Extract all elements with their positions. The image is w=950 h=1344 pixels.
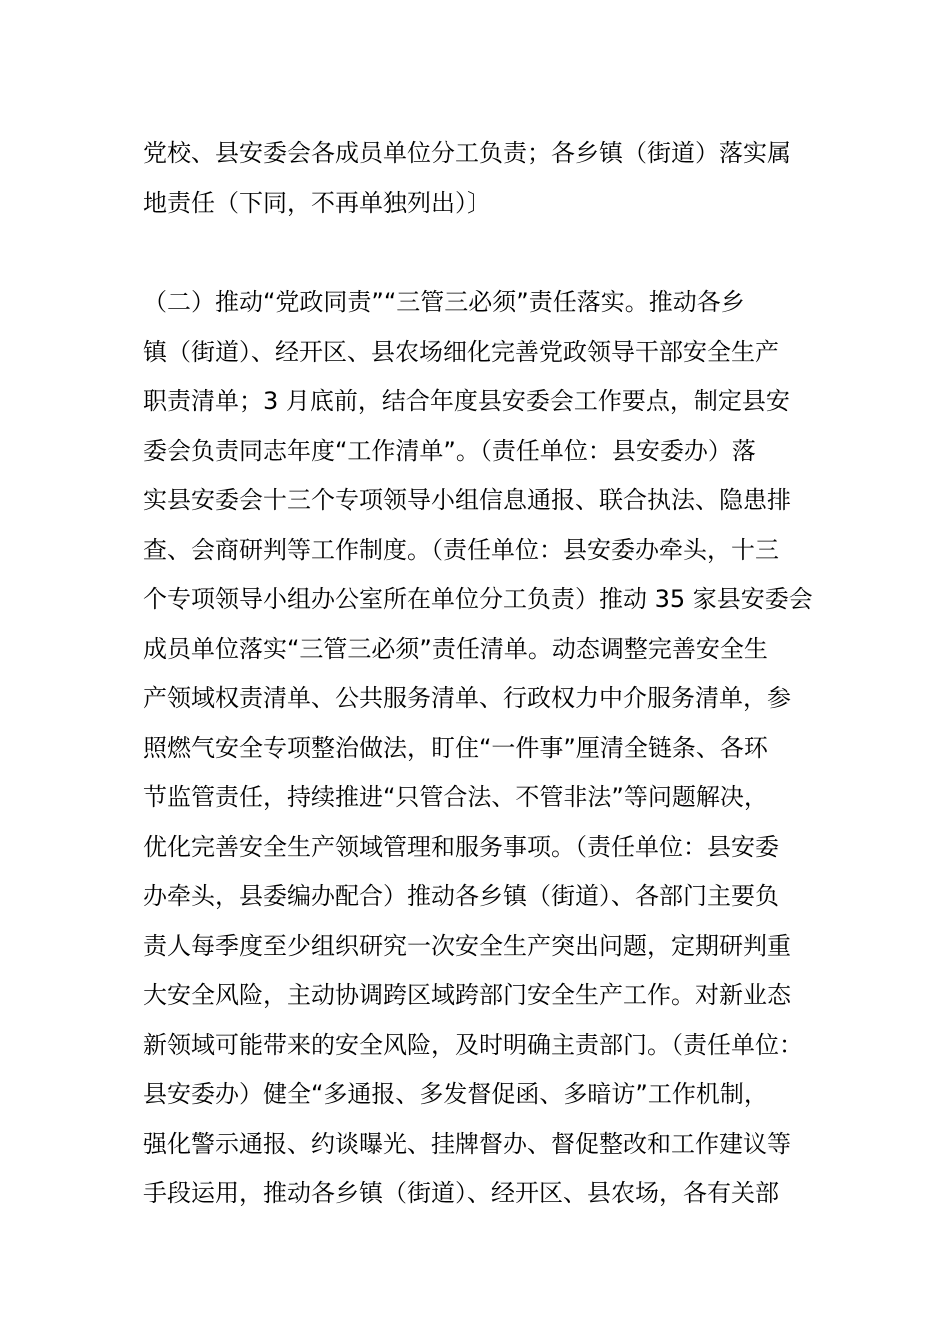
- text-line: 实县安委会十三个专项领导小组信息通报、联合执法、隐患排: [143, 486, 791, 514]
- text-line: 手段运用，推动各乡镇（街道）、经开区、县农场，各有关部: [143, 1179, 779, 1207]
- text-line: 县安委办）健全“多通报、多发督促函、多暗访”工作机制，: [143, 1080, 768, 1108]
- section-heading-line: （二）推动“党政同责”“三管三必须”责任落实。推动各乡: [143, 288, 745, 316]
- text-line: 新领域可能带来的安全风险，及时明确主责部门。（责任单位：: [143, 1031, 803, 1059]
- text-line: 办牵头，县委编办配合）推动各乡镇（街道）、各部门主要负: [143, 882, 779, 910]
- text-line: 职责清单；3 月底前，结合年度县安委会工作要点，制定县安: [143, 387, 790, 415]
- text-line: 党校、县安委会各成员单位分工负责；各乡镇（街道）落实属: [143, 139, 791, 167]
- text-line: 照燃气安全专项整治做法，盯住“一件事”厘清全链条、各环: [143, 734, 768, 762]
- text-line: 地责任（下同，不再单独列出）〕: [143, 189, 491, 217]
- text-line: 委会负责同志年度“工作清单”。（责任单位：县安委办）落: [143, 437, 756, 465]
- text-line: 镇（街道）、经开区、县农场细化完善党政领导干部安全生产: [143, 338, 779, 366]
- text-line: 优化完善安全生产领域管理和服务事项。（责任单位：县安委: [143, 833, 779, 861]
- text-line: 责人每季度至少组织研究一次安全生产突出问题，定期研判重: [143, 932, 791, 960]
- text-line: 节监管责任，持续推进“只管合法、不管非法”等问题解决，: [143, 783, 768, 811]
- text-line: 强化警示通报、约谈曝光、挂牌督办、督促整改和工作建议等: [143, 1130, 791, 1158]
- text-line: 个专项领导小组办公室所在单位分工负责）推动 35 家县安委会: [143, 585, 813, 613]
- text-line: 成员单位落实“三管三必须”责任清单。动态调整完善安全生: [143, 635, 768, 663]
- text-line: 大安全风险，主动协调跨区域跨部门安全生产工作。对新业态: [143, 981, 791, 1009]
- text-line: 查、会商研判等工作制度。（责任单位：县安委办牵头，十三: [143, 536, 779, 564]
- text-line: 产领域权责清单、公共服务清单、行政权力中介服务清单，参: [143, 684, 791, 712]
